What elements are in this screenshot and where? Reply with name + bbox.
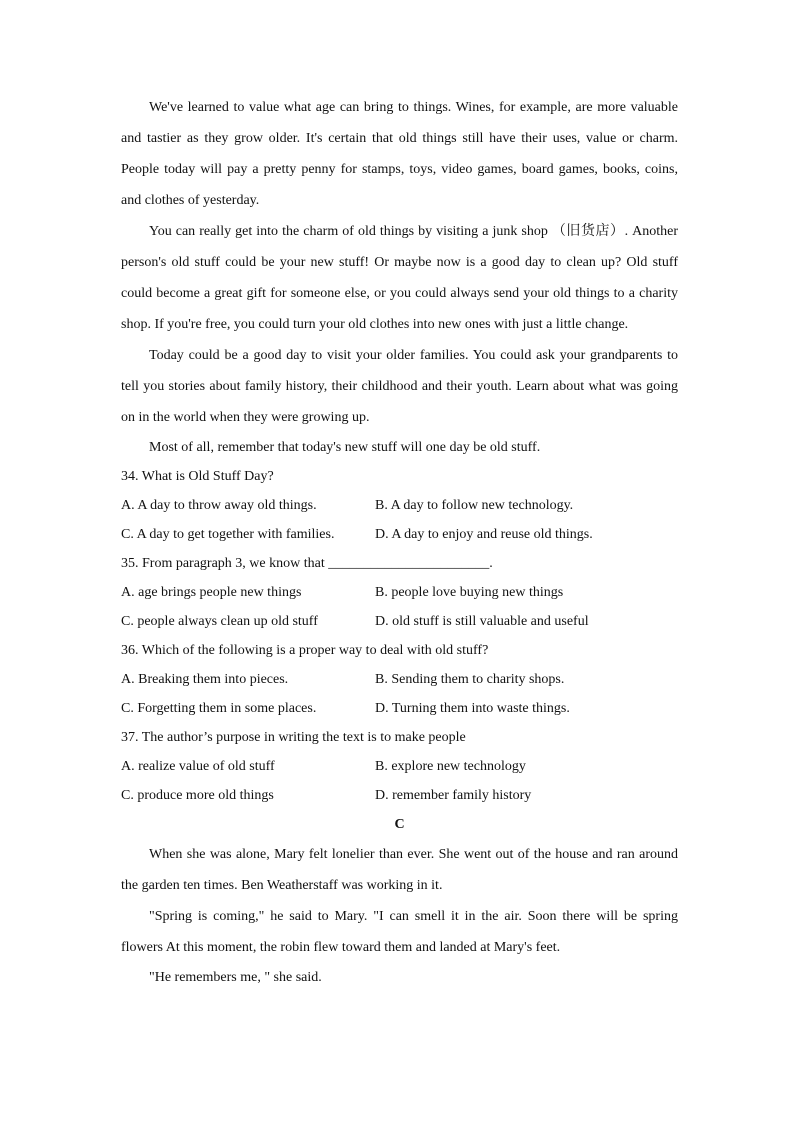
passage-paragraph: You can really get into the charm of old things by visiting a junk shop （旧货店）. Another person's old stuff could be your new stuff! Or maybe now is a good day to clean up? Old stuff could become a great gift for someone else, or you could always send your old things to a charity shop. If you're free, you could turn your old clothes into new ones with just a little change. xyxy=(121,224,678,332)
question-stem: 34. What is Old Stuff Day? xyxy=(121,469,274,484)
option-row xyxy=(121,607,678,636)
passage-paragraph: We've learned to value what age can bring to things. Wines, for example, are more valuable and tastier as they grow older. It's certain that old things still have their uses, value or charm. People today will pay a pretty penny for stamps, toys, video games, board games, books, coins, and clothes of yesterday. xyxy=(121,100,678,208)
question-36 xyxy=(121,636,678,723)
option-d: D. remember family history xyxy=(375,788,532,803)
option-row xyxy=(121,578,678,607)
story-paragraph: "He remembers me, " she said. xyxy=(149,970,322,985)
option-row xyxy=(121,520,678,549)
option-d: D. A day to enjoy and reuse old things. xyxy=(375,527,593,542)
story-paragraph: When she was alone, Mary felt lonelier than ever. She went out of the house and ran around the garden ten times. Ben Weatherstaff was working in it. xyxy=(121,847,678,893)
story-paragraph: "Spring is coming," he said to Mary. "I can smell it in the air. Soon there will be spring flowers At this moment, the robin flew toward them and landed at Mary's feet. xyxy=(121,909,678,955)
option-c: C. Forgetting them in some places. xyxy=(121,701,317,716)
option-a: A. Breaking them into pieces. xyxy=(121,672,289,687)
option-b: B. Sending them to charity shops. xyxy=(375,672,565,687)
option-row xyxy=(121,781,678,810)
section-heading: C xyxy=(394,817,405,832)
option-c: C. produce more old things xyxy=(121,788,274,803)
option-b: B. A day to follow new technology. xyxy=(375,498,574,513)
option-c: C. people always clean up old stuff xyxy=(121,614,318,629)
option-row xyxy=(121,694,678,723)
option-b: B. people love buying new things xyxy=(375,585,564,600)
document-page xyxy=(121,92,678,992)
passage-paragraph: Today could be a good day to visit your older families. You could ask your grandparents to tell you stories about family history, their childhood and their youth. Learn about what was going on in the world when they were growing up. xyxy=(121,348,678,425)
option-a: A. A day to throw away old things. xyxy=(121,498,317,513)
option-row xyxy=(121,752,678,781)
option-a: A. age brings people new things xyxy=(121,585,302,600)
option-d: D. Turning them into waste things. xyxy=(375,701,570,716)
option-d: D. old stuff is still valuable and useful xyxy=(375,614,589,629)
question-stem: 35. From paragraph 3, we know that _______________________. xyxy=(121,556,493,571)
question-stem: 37. The author’s purpose in writing the text is to make people xyxy=(121,730,466,745)
question-stem: 36. Which of the following is a proper way to deal with old stuff? xyxy=(121,643,489,658)
question-35 xyxy=(121,549,678,636)
option-a: A. realize value of old stuff xyxy=(121,759,275,774)
option-row xyxy=(121,665,678,694)
option-c: C. A day to get together with families. xyxy=(121,527,335,542)
option-row xyxy=(121,491,678,520)
option-b: B. explore new technology xyxy=(375,759,526,774)
question-34 xyxy=(121,462,678,549)
question-37 xyxy=(121,723,678,810)
passage-paragraph: Most of all, remember that today's new stuff will one day be old stuff. xyxy=(149,440,541,455)
